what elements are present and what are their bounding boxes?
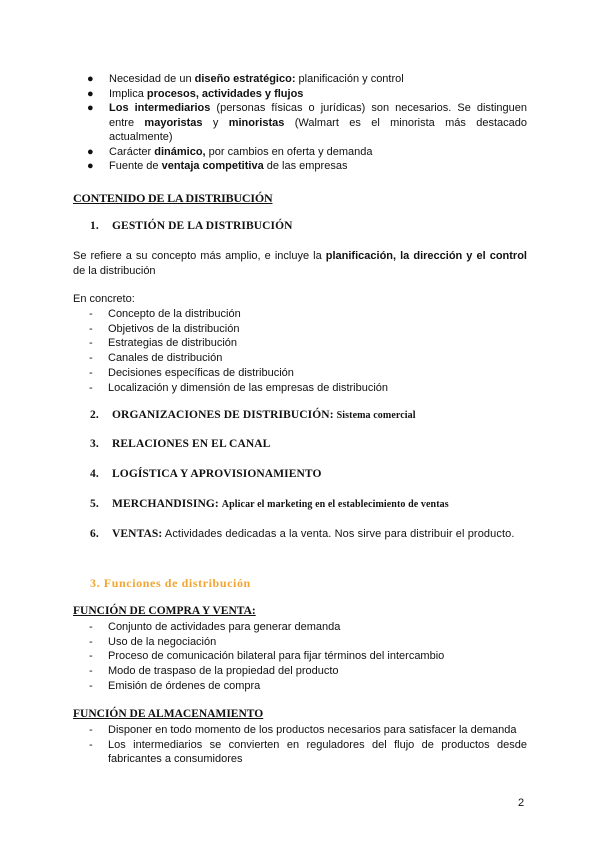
heading-merchandising: 5. MERCHANDISING: Aplicar el marketing en el establecimiento de ventas — [90, 498, 449, 510]
concreto-list — [87, 307, 527, 395]
bullet-icon: ● — [87, 102, 94, 114]
compra-list — [87, 620, 527, 694]
list-item: - Decisiones específicas de distribución — [89, 366, 294, 379]
list-item: - Objetivos de la distribución — [89, 322, 240, 335]
list-item: - Concepto de la distribución — [89, 308, 241, 320]
list-item: - Localización y dimensión de las empresas de distribución — [89, 381, 389, 394]
funciones-title: 3. Funciones de distribución — [90, 576, 251, 590]
almacen-list — [87, 723, 527, 767]
list-item: - Uso de la negociación — [89, 635, 217, 648]
heading-logistica: 4. LOGÍSTICA Y APROVISIONAMIENTO — [90, 468, 322, 480]
compra-venta-title: FUNCIÓN DE COMPRA Y VENTA: — [73, 605, 256, 617]
almacenamiento-title: FUNCIÓN DE ALMACENAMIENTO — [73, 708, 264, 720]
heading-organizaciones: 2. ORGANIZACIONES DE DISTRIBUCIÓN: Sistema comercial — [90, 409, 416, 421]
bullet-icon: ● — [87, 160, 94, 172]
list-item: - Emisión de órdenes de compra — [89, 679, 261, 692]
list-item: ● Los intermediarios (personas físicas o jurídicas) son necesarios. Se distinguen entre mayoristas y minoristas (Walmart es el minorista más destacado actualmente) — [87, 102, 527, 143]
en-concreto-label: En concreto: — [73, 293, 135, 305]
section-title: CONTENIDO DE LA DISTRIBUCIÓN — [73, 191, 273, 205]
heading-gestion: 1. GESTIÓN DE LA DISTRIBUCIÓN — [90, 220, 293, 232]
heading-ventas: 6. VENTAS: Actividades dedicadas a la venta. Nos sirve para distribuir el producto. — [90, 528, 515, 540]
list-item: ● Implica procesos, actividades y flujos — [87, 87, 304, 100]
heading-relaciones: 3. RELACIONES EN EL CANAL — [90, 438, 271, 450]
page-number: 2 — [518, 797, 525, 809]
list-item: - Canales de distribución — [89, 352, 223, 365]
bullet-icon: ● — [87, 73, 94, 85]
list-item: - Modo de traspaso de la propiedad del producto — [89, 665, 339, 678]
top-bullet-list — [87, 72, 527, 174]
list-item: - Estrategias de distribución — [89, 337, 238, 350]
list-item: - Proceso de comunicación bilateral para fijar términos del intercambio — [89, 650, 445, 663]
list-item: ● Carácter dinámico, por cambios en oferta y demanda — [87, 145, 373, 158]
list-item: - Disponer en todo momento de los productos necesarios para satisfacer la demanda — [89, 724, 517, 736]
gestion-paragraph: Se refiere a su concepto más amplio, e incluye la planificación, la dirección y el control de la distribución — [73, 250, 527, 277]
bullet-icon: ● — [87, 87, 94, 100]
list-item: ● Necesidad de un diseño estratégico: planificación y control — [87, 73, 404, 85]
list-item: - Conjunto de actividades para generar demanda — [89, 621, 341, 633]
bullet-icon: ● — [87, 145, 94, 158]
list-item: - Los intermediarios se convierten en reguladores del flujo de productos desde fabricantes a consumidores — [89, 738, 527, 766]
list-item: ● Fuente de ventaja competitiva de las empresas — [87, 160, 348, 172]
